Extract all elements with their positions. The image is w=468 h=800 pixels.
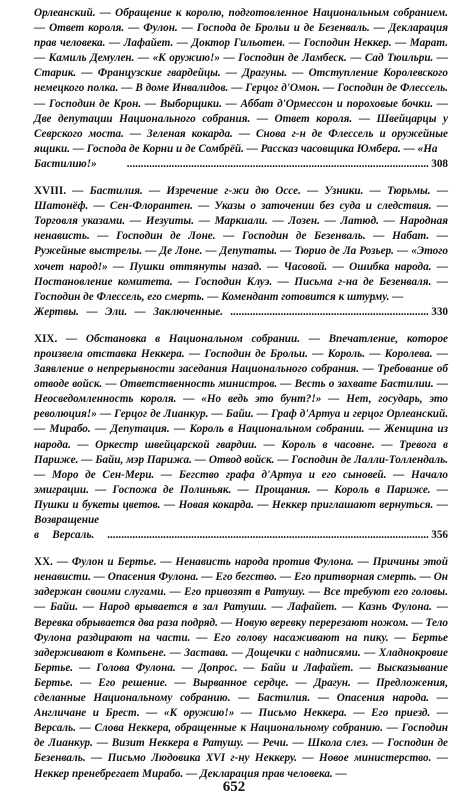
toc-entry-xvii-continued: [34, 6, 448, 172]
entry-last: в Версаль.: [34, 529, 95, 542]
entry-tail: 308 Бастилию!» ............................................................................................................: [34, 157, 448, 172]
entry-last: Бастилию!»: [34, 157, 97, 170]
toc-entry-xix: [34, 332, 448, 543]
page-number: 652: [222, 779, 246, 795]
entry-tail: 356 в Версаль. ...................................................................................................................: [34, 528, 448, 543]
toc-entry-xx: [34, 555, 448, 781]
entry-text: — Бастилия. — Изречение г-жи дю Оссе. — Узники. — Тюрьмы. — Шатонёф. — Сен-Флорантен. — Указы о заточении без суда и следствия. — Торговля указами. — Иезуиты. — Маркиали. — Лозен. — Латюд. — Народная ненависть. — Господин де Лоне. — Господин де Безенваль. — Набат. — Ружейные выстрелы. — Де Лоне. — Депутаты. — Тюрио де Ла Розьер. — «Этого хочет народ!» — Пушки оттянуты назад. — Часовой. — Ошибка народа. — Постановление комитета. — Господин Клуэ. — Письма г-на де Безенваля. — Господин де Флессель, его смерть. — Комендант готовится к штурму. —: [34, 185, 449, 303]
entry-text: — Фулон и Бертье. — Ненависть народа против Фулона. — Причины этой ненависти. — Опасения Фулона. — Его бегство. — Его притворная смерть. — Он задержан своими слугами. — Его привозят в Ратушу. — Все требуют его головы. — Байи. — Народ врывается в зал Ратуши. — Лафайет. — Казнь Фулона. — Веревка обрывается два раза подряд. — Новую веревку перерезают ножом. — Тело Фулона раздирают на части. — Его голову насаживают на пику. — Бертье задерживают в Компьене. — Застава. — Дощечки с надписями. — Хладнокровие Бертье. — Голова Фулона. — Допрос. — Байи и Лафайет. — Высказывание Бертье. — Его решение. — Вырванное сердце. — Драгун. — Предложения, сделанные Национальному собранию. — Бастилия. — Опасения народа. — Англичане и Брест. — «К оружию!» — Письмо Неккера. — Его приезд. — Версаль. — Слова Неккера, обращенные к Национальному собранию. — Господин де Лианкур. — Визит Неккера в Ратушу. — Речи. — Школа слез. — Господин де Безенваль. — Письмо Людовика XVI г-ну Неккеру. — Новое министерство. — Неккер пренебрегает Мирабо. — Декларация прав человека. —: [34, 556, 448, 780]
entry-text: — Обстановка в Национальном собрании. — Впечатление, которое произвела отставка Неккера. — Господин де Брольи. — Король. — Королева. — Заявление о непрерывности заседания Национального собрания. — Требование об отводе войск. — Ответственность министров. — Весть о захвате Бастилии. — Неосведомленность короля. — «Но ведь это бунт?!» — Нет, государь, это революция!» — Герцог де Лианкур. — Байи. — Граф д'Артуа и герцог Орлеанский. — Мирабо. — Депутация. — Король в Национальном собрании. — Женщина из народа. — Оркестр швейцарской гвардии. — Король в часовне. — Тревога в Париже. — Байи, мэр Парижа. — Отвод войск. — Господин де Лалли-Толлендаль. — Моро де Сен-Мери. — Бегство графа д'Артуа и его сыновей. — Начало эмиграции. — Госпожа де Полиньяк. — Прощания. — Король в Париже. — Пушки и букеты цветов. — Новая кокарда. — Неккер приглашают вернуться. — Возвращение: [34, 332, 448, 526]
entry-tail: 330 Жертвы. — Эли. — Заключенные. .......................................................................: [34, 305, 448, 320]
chapter-number: XIX.: [34, 332, 58, 345]
page-ref: 356: [431, 529, 448, 542]
entry-last: Жертвы. — Эли. — Заключенные.: [34, 305, 224, 318]
chapter-number: XX.: [34, 556, 53, 569]
page-ref: 330: [431, 305, 448, 318]
toc-entry-xviii: [34, 184, 448, 320]
entry-text: Орлеанский. — Обращение к королю, подготовленное Национальным собранием. — Ответ короля. — Фулон. — Господа де Брольи и де Безенваль. — Декларация прав человека. — Лафайет. — Доктор Гильотен. — Господин Неккер. — Марат. — Камиль Демулен. — «К оружию!» — Господин де Ламбеск. — Сад Тюильри. — Старик. — Французские гвардейцы. — Драгуны. — Отступление Королевского немецкого полка. — В доме Инвалидов. — Герцог д'Омон. — Господин де Флессель. — Господин де Крон. — Выборщики. — Аббат д'Ормессон и пороховые бочки. — Две депутации Национального собрания. — Ответ короля. — Швейцарцы у Севрского моста. — Зеленая кокарда. — Снова г-н де Флессель и оружейные ящики. — Господа де Корни и де Сомбрёй. — Рассказ часовщика Юмбера. — «На: [34, 7, 448, 155]
page-ref: 308: [431, 157, 448, 170]
chapter-number: XVIII.: [34, 185, 67, 198]
